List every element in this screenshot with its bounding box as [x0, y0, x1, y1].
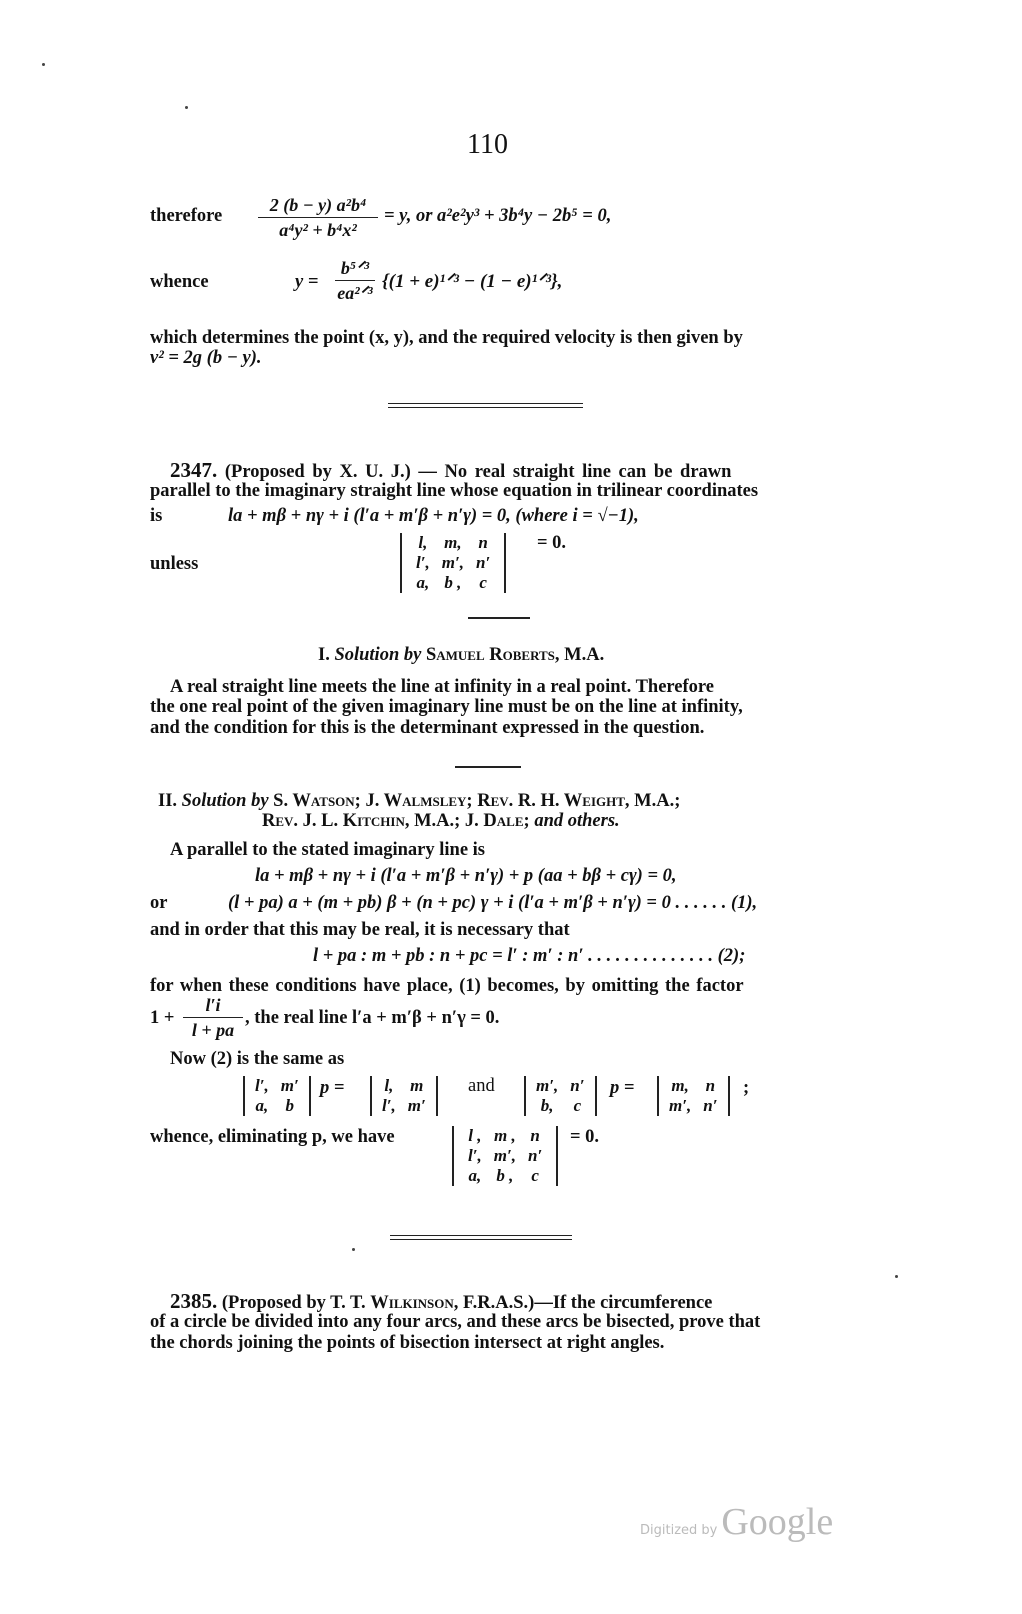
det-cell: n — [530, 1126, 540, 1145]
det-cell: n′ — [528, 1146, 543, 1165]
det-cell: m — [410, 1076, 424, 1095]
determinant — [400, 533, 506, 593]
det-cell: l′, — [255, 1076, 269, 1095]
digitized-by-google-watermark — [640, 1500, 833, 1544]
scan-speck — [352, 1248, 355, 1251]
fraction-denominator: a⁴y² + b⁴x² — [279, 220, 357, 240]
det-cell: a, — [468, 1166, 482, 1185]
therefore-label: therefore — [150, 206, 223, 226]
heading-authors: Rev. J. L. Kitchin, M.A.; J. Dale; — [262, 811, 530, 831]
det-cell: m′, — [441, 553, 465, 572]
section-divider — [390, 1235, 572, 1240]
question-2385-line — [170, 1291, 712, 1313]
det-cell: n — [478, 533, 488, 552]
solution-2-heading-line2 — [262, 811, 620, 831]
det-cell: n — [705, 1076, 716, 1095]
solution-2-heading — [158, 791, 680, 811]
det-cell: b — [285, 1096, 295, 1115]
question-number: 2385. — [170, 1289, 218, 1313]
equation: la + mβ + nγ + i (l′a + m′β + n′γ) = 0, (where i = √−1), — [228, 506, 639, 526]
det-cell: c — [479, 573, 487, 592]
equation-2-fraction — [335, 258, 375, 303]
det-cell: l′, — [416, 553, 430, 572]
det-equals: = 0. — [570, 1127, 600, 1147]
det-cell: c — [573, 1096, 582, 1115]
scan-speck — [185, 106, 188, 109]
fraction-denominator: ea²ᐟ³ — [337, 283, 373, 303]
heading-italic: Solution by — [334, 645, 422, 665]
scan-speck — [42, 63, 45, 66]
det-cell: m′, — [669, 1096, 692, 1115]
paragraph-line: which determines the point (x, y), and the required velocity is then given by — [150, 328, 743, 348]
det-cell: a, — [416, 573, 430, 592]
or-label: or — [150, 893, 168, 913]
det-cell: l′, — [382, 1096, 396, 1115]
paragraph-line: for when these conditions have place, (1) becomes, by omitting the factor — [150, 976, 744, 996]
question-2347-line — [170, 460, 731, 482]
determinant-final — [452, 1126, 558, 1186]
unless-label: unless — [150, 554, 199, 574]
det-equals: = 0. — [537, 533, 567, 553]
scan-speck — [895, 1275, 898, 1278]
paragraph-line: Now (2) is the same as — [170, 1049, 345, 1069]
det-cell: b, — [540, 1096, 554, 1115]
det-cell: m′, — [536, 1076, 559, 1095]
heading-others: and others. — [534, 811, 620, 831]
det-cell: l, — [418, 533, 428, 552]
solution-1-heading — [318, 645, 604, 665]
semicolon: ; — [743, 1078, 750, 1098]
det-cell: n′ — [476, 553, 491, 572]
equation-1-fraction — [258, 195, 378, 240]
heading-author: Samuel Roberts, M.A. — [425, 645, 605, 665]
paragraph-line: the chords joining the points of bisection intersect at right angles. — [150, 1333, 665, 1353]
det-cell: m′, — [493, 1146, 517, 1165]
det-cell: c — [531, 1166, 539, 1185]
paragraph-line: whence, eliminating p, we have — [150, 1127, 395, 1147]
det-cell: m, — [444, 533, 462, 552]
p-equals: p = — [610, 1078, 635, 1098]
is-label: is — [150, 506, 163, 526]
short-divider — [455, 766, 521, 768]
and-label: and — [468, 1076, 495, 1096]
watermark-logo: Google — [721, 1501, 834, 1543]
paragraph-line: and in order that this may be real, it is necessary that — [150, 920, 570, 940]
fraction-bar — [335, 280, 375, 281]
factor-prefix: 1 + — [150, 1008, 175, 1028]
equation-2-lhs: y = — [295, 272, 319, 292]
determinant-b — [370, 1076, 438, 1116]
det-cell: m′ — [407, 1096, 426, 1115]
det-cell: l′, — [468, 1146, 482, 1165]
factor-fraction — [183, 995, 243, 1040]
heading-authors: S. Watson; J. Walmsley; Rev. R. H. Weight, M.A.; — [273, 791, 681, 811]
equation-1: (l + pa) a + (m + pb) β + (n + pc) γ + i (l′a + m′β + n′γ) = 0 . . . . . . (1), — [228, 893, 758, 913]
determinant-d — [657, 1076, 730, 1116]
whence-label: whence — [150, 272, 209, 292]
equation-2-rest: {(1 + e)¹ᐟ³ − (1 − e)¹ᐟ³}, — [382, 271, 563, 292]
det-cell: m , — [494, 1126, 516, 1145]
question-text: (Proposed by T. T. — [221, 1293, 366, 1313]
det-cell: l, — [384, 1076, 394, 1095]
heading-prefix: II. — [158, 791, 178, 811]
equation-1-rest: = y, or a²e²y³ + 3b⁴y − 2b⁵ = 0, — [384, 206, 612, 226]
fraction-numerator: l′i — [205, 995, 221, 1015]
short-divider — [468, 617, 530, 619]
det-cell: l , — [468, 1126, 482, 1145]
det-cell: n′ — [703, 1096, 718, 1115]
paragraph-line: v² = 2g (b − y). — [150, 348, 262, 368]
paragraph-line: the one real point of the given imaginary line must be on the line at infinity, — [150, 697, 743, 717]
det-cell: b , — [496, 1166, 514, 1185]
p-equals: p = — [320, 1078, 345, 1098]
question-number: 2347. — [170, 458, 218, 482]
heading-prefix: I. — [318, 645, 330, 665]
det-cell: n′ — [570, 1076, 585, 1095]
det-cell: m, — [671, 1076, 689, 1095]
determinant-c — [524, 1076, 597, 1116]
section-divider — [388, 403, 583, 408]
fraction-numerator: b⁵ᐟ³ — [340, 258, 370, 278]
question-text: (Proposed by X. U. J.) — No real straight line can be drawn — [224, 462, 732, 482]
determinant-a — [243, 1076, 311, 1116]
det-cell: a, — [255, 1096, 269, 1115]
paragraph-line: and the condition for this is the determinant expressed in the question. — [150, 718, 705, 738]
fraction-bar — [258, 217, 378, 218]
factor-rest: , the real line l′a + m′β + n′γ = 0. — [245, 1008, 500, 1028]
watermark-small-text: Digitized by — [640, 1523, 718, 1538]
fraction-denominator: l + pa — [191, 1020, 235, 1040]
fraction-numerator: 2 (b − y) a²b⁴ — [269, 195, 367, 215]
question-text: )—If the circumference — [528, 1293, 713, 1313]
det-cell: m′ — [280, 1076, 299, 1095]
equation: la + mβ + nγ + i (l′a + m′β + n′γ) + p (aa + bβ + cγ) = 0, — [255, 866, 677, 886]
paragraph-line: parallel to the imaginary straight line whose equation in trilinear coordinates — [150, 481, 759, 501]
fraction-bar — [183, 1017, 243, 1018]
det-cell: b , — [444, 573, 462, 592]
heading-italic: Solution by — [181, 791, 269, 811]
equation-2: l + pa : m + pb : n + pc = l′ : m′ : n′ . . . . . . . . . . . . . . (2); — [313, 946, 746, 966]
paragraph-line: A real straight line meets the line at infinity in a real point. Therefore — [170, 677, 714, 697]
page-number: 110 — [467, 129, 508, 160]
paragraph-line: A parallel to the stated imaginary line is — [170, 840, 485, 860]
paragraph-line: of a circle be divided into any four arcs, and these arcs be bisected, prove that — [150, 1312, 761, 1332]
question-author: Wilkinson, F.R.A.S. — [370, 1293, 529, 1313]
